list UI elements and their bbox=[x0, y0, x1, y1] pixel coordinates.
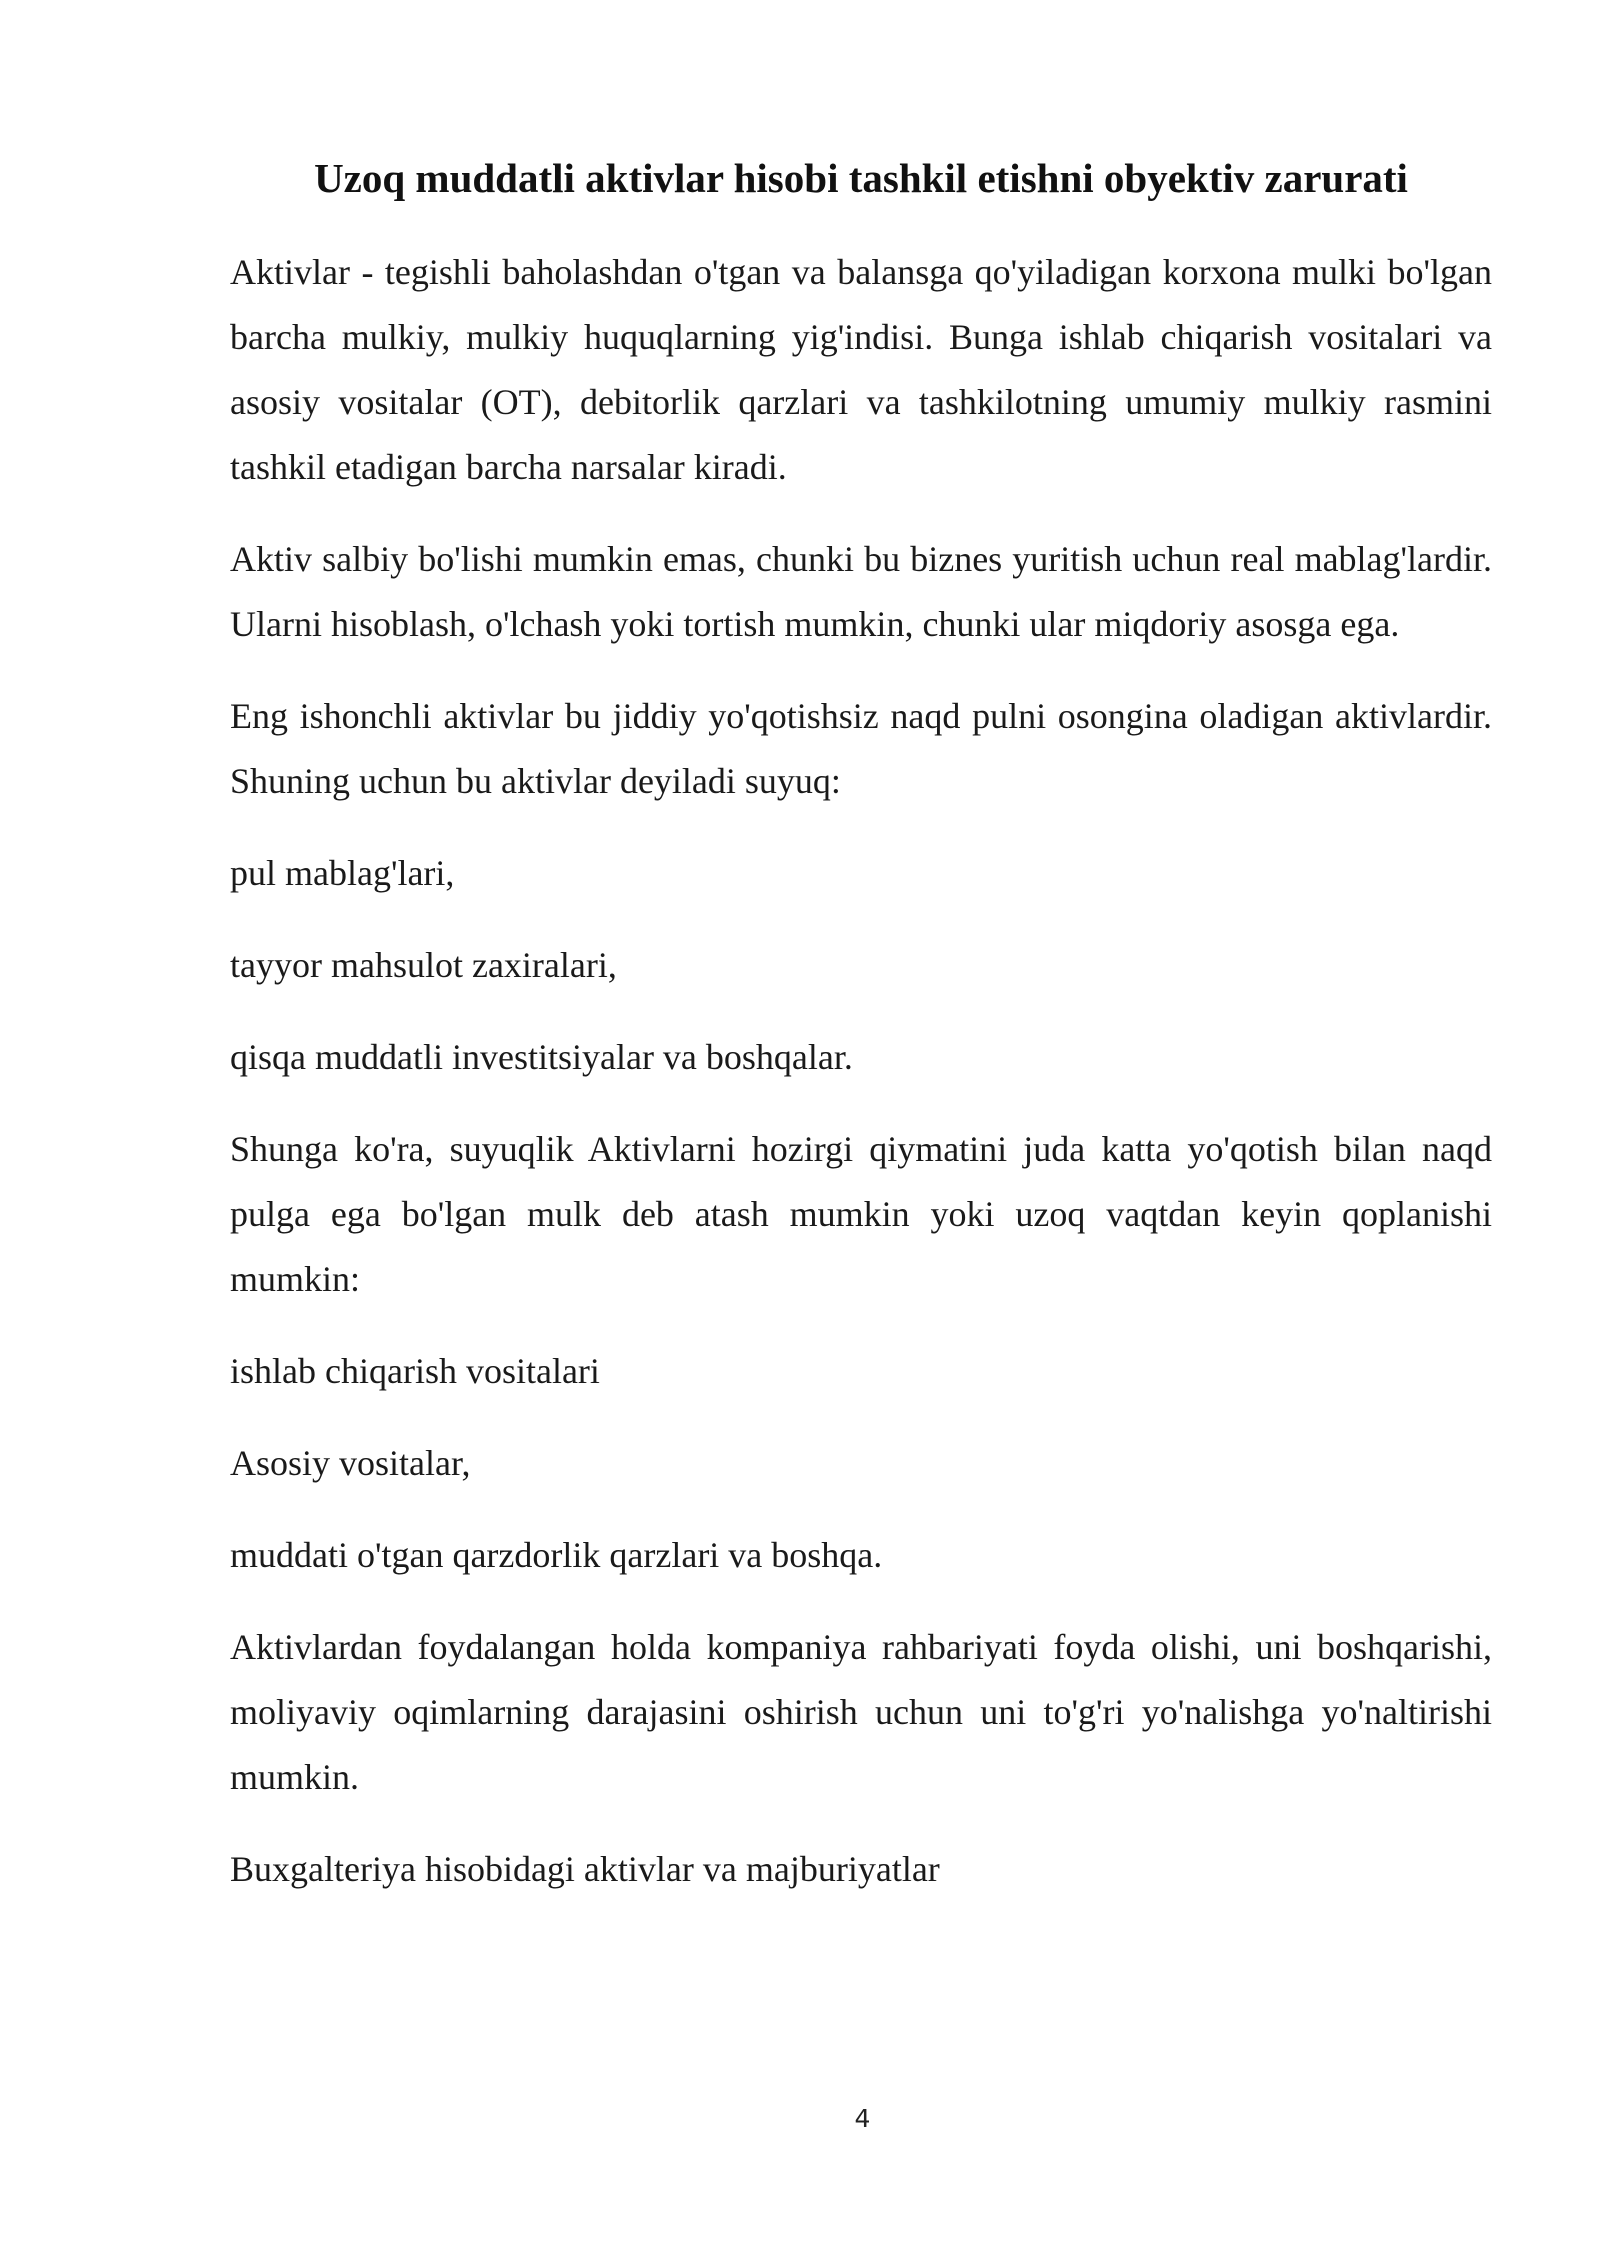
list-item: Asosiy vositalar, bbox=[230, 1443, 471, 1483]
list-item: muddati o'tgan qarzdorlik qarzlari va boshqa. bbox=[230, 1535, 883, 1575]
paragraph-buxgalteriya: Buxgalteriya hisobidagi aktivlar va majburiyatlar bbox=[230, 1849, 940, 1889]
paragraph-aktivlar-definition: Aktivlar - tegishli baholashdan o'tgan va balansga qo'yiladigan korxona mulki bo'lgan barcha mulkiy, mulkiy huquqlarning yig'indisi. Bunga ishlab chiqarish vositalari va asosiy vositalar (OT), debitorlik qarzlari va tashkilotning umumiy mulkiy rasmini tashkil etadigan barcha narsalar kiradi. bbox=[230, 252, 1492, 487]
page-number: 4 bbox=[854, 2104, 871, 2133]
paragraph-rahbariyat: Aktivlardan foydalangan holda kompaniya rahbariyati foyda olishi, uni boshqarishi, moliyaviy oqimlarning darajasini oshirish uchun uni to'g'ri yo'nalishga yo'naltirishi mumkin. bbox=[230, 1627, 1492, 1797]
page-title: Uzoq muddatli aktivlar hisobi tashkil etishni obyektiv zarurati bbox=[314, 155, 1408, 201]
list-item: ishlab chiqarish vositalari bbox=[230, 1351, 600, 1391]
page-content bbox=[230, 148, 1492, 1929]
paragraph-suyuqlik: Shunga ko'ra, suyuqlik Aktivlarni hozirgi qiymatini juda katta yo'qotish bilan naqd pulga ega bo'lgan mulk deb atash mumkin yoki uzoq vaqtdan keyin qoplanishi mumkin: bbox=[230, 1129, 1492, 1299]
paragraph-aktiv-salbiy: Aktiv salbiy bo'lishi mumkin emas, chunki bu biznes yuritish uchun real mablag'lardir. Ularni hisoblash, o'lchash yoki tortish mumkin, chunki ular miqdoriy asosga ega. bbox=[230, 539, 1492, 644]
list-item: pul mablag'lari, bbox=[230, 853, 455, 893]
paragraph-ishonchli-aktivlar: Eng ishonchli aktivlar bu jiddiy yo'qotishsiz naqd pulni osongina oladigan aktivlardir. Shuning uchun bu aktivlar deyiladi suyuq: bbox=[230, 696, 1492, 801]
list-item: qisqa muddatli investitsiyalar va boshqalar. bbox=[230, 1037, 853, 1077]
list-item: tayyor mahsulot zaxiralari, bbox=[230, 945, 617, 985]
